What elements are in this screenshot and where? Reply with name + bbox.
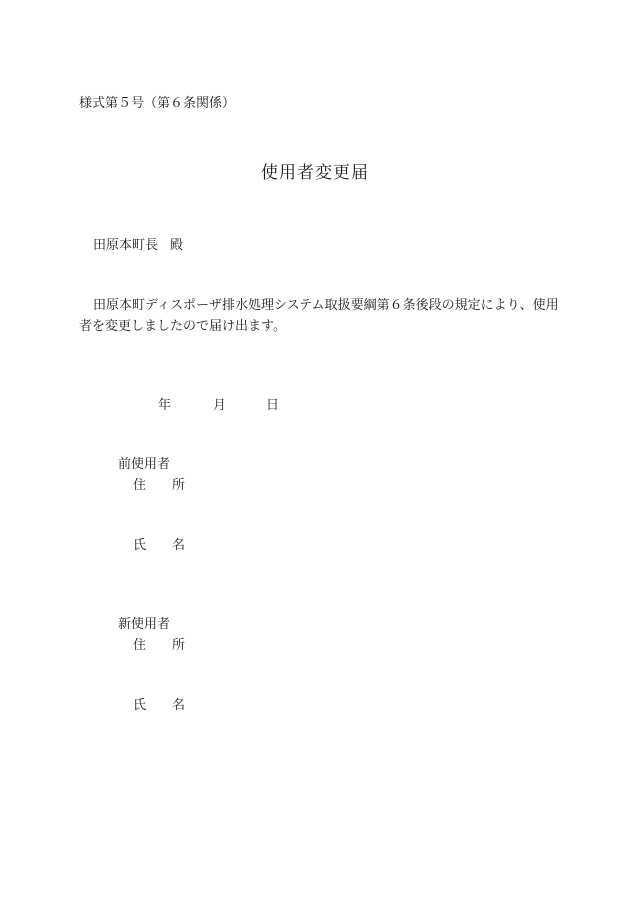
previous-user-name-label [133,536,185,557]
body-text: 田原本町ディスポーザ排水処理システム取扱要綱第６条後段の規定により、使用者を変更しましたので届け出ます。 [79,298,559,334]
previous-user-address-label-1: 住 [133,478,147,493]
date-day-label: 日 [266,398,280,413]
date-row [158,396,279,417]
new-user-name-label-2: 名 [172,698,186,713]
addressee [93,236,183,257]
previous-user-heading: 前使用者 [118,457,171,472]
new-user-address-label [133,636,185,657]
new-user-name-label-1: 氏 [133,698,147,713]
form-number: 様式第５号（第６条関係） [79,96,236,111]
previous-user-address-label [133,476,185,497]
new-user-name-label [133,696,185,717]
previous-user-address-label-2: 所 [172,478,186,493]
previous-user-name-label-1: 氏 [133,538,147,553]
document-title [0,160,630,187]
new-user-heading: 新使用者 [118,617,171,632]
document-title-text: 使用者変更届 [261,163,369,183]
previous-user-name-label-2: 名 [172,538,186,553]
addressee-name: 田原本町長 [93,238,159,253]
new-user-address-label-1: 住 [133,638,147,653]
date-month-label: 月 [213,398,227,413]
addressee-honorific: 殿 [170,238,184,253]
new-user-address-label-2: 所 [172,638,186,653]
date-year-label: 年 [158,398,172,413]
